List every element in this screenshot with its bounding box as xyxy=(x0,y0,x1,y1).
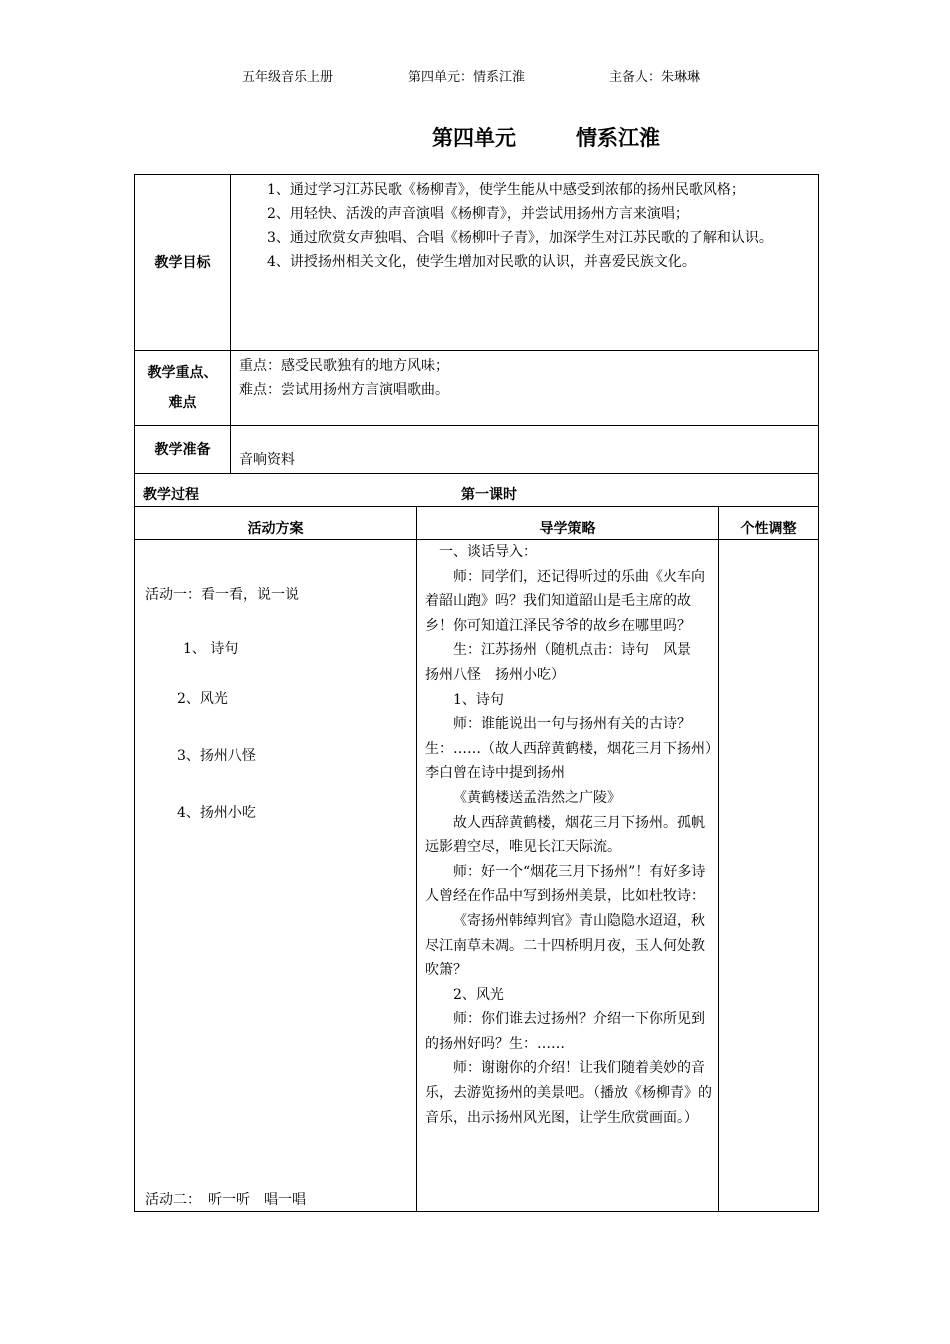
activity-two: 活动二： 听一听 唱一唱 xyxy=(145,1192,306,1208)
goals-content xyxy=(231,175,819,351)
guide-para: 师：谢谢你的介绍！让我们随着美妙的音乐，去游览扬州的美景吧。（播放《杨柳青》的音乐，出示扬州风光图，让学生欣赏画面。） xyxy=(425,1060,712,1126)
header-grade: 五年级音乐上册 xyxy=(242,70,334,85)
activity-item: 1、 诗句 xyxy=(183,641,239,657)
title-unit: 第四单元 xyxy=(432,126,516,150)
lesson-label: 第一课时 xyxy=(461,487,517,503)
activity-item: 3、扬州八怪 xyxy=(177,748,256,764)
keypoints-row xyxy=(135,351,819,426)
column-header-row xyxy=(135,507,819,540)
process-header xyxy=(135,474,819,507)
guide-para: 《寄扬州韩绰判官》青山隐隐水迢迢，秋尽江南草未凋。二十四桥明月夜，玉人何处教吹箫？ xyxy=(425,912,705,979)
process-label: 教学过程 xyxy=(143,487,199,503)
keypoints-label xyxy=(135,351,231,426)
guide-para: 师：你们谁去过扬州？介绍一下你所见到的扬州好吗？生：…… xyxy=(425,1011,705,1052)
process-row xyxy=(135,474,819,507)
col-activity-header: 活动方案 xyxy=(135,507,417,540)
prep-label: 教学准备 xyxy=(135,426,231,474)
guide-para: 师：好一个“烟花三月下扬州”！有好多诗人曾经在作品中写到扬州美景，比如杜牧诗： xyxy=(425,863,706,905)
key-point: 重点：感受民歌独有的地方风味； xyxy=(239,358,449,374)
col-guide-header: 导学策略 xyxy=(417,507,719,540)
activity-item: 2、风光 xyxy=(177,691,228,707)
activity-one: 活动一：看一看，说一说 xyxy=(145,587,299,603)
guide-para: 《黄鹤楼送孟浩然之广陵》 xyxy=(453,789,621,806)
guide-para: 一、谈话导入： xyxy=(439,544,537,560)
page-title xyxy=(432,122,660,152)
activity-item: 4、扬州小吃 xyxy=(177,805,256,821)
difficulty-point: 难点：尝试用扬州方言演唱歌曲。 xyxy=(239,382,449,398)
adjust-cell xyxy=(719,540,819,1212)
keypoints-label-line1: 教学重点、 xyxy=(147,365,218,381)
title-name: 情系江淮 xyxy=(576,126,660,150)
goal-item: 2、用轻快、活泼的声音演唱《杨柳青》，并尝试用扬州方言来演唱； xyxy=(267,206,689,222)
activity-cell xyxy=(135,540,417,1212)
guide-para: 师：同学们，还记得听过的乐曲《火车向着韶山跑》吗？我们知道韶山是毛主席的故乡！你可知道江泽民爷爷的故乡在哪里吗？ xyxy=(425,568,705,634)
keypoints-content xyxy=(231,351,819,426)
guide-para: 师：谁能说出一句与扬州有关的古诗？生：……（故人西辞黄鹤楼，烟花三月下扬州）李白曾在诗中提到扬州 xyxy=(425,716,712,782)
header-preparer: 主备人：朱琳琳 xyxy=(609,70,701,85)
guide-para: 生：江苏扬州（随机点击：诗句 风景 扬州八怪 扬州小吃） xyxy=(425,642,705,683)
guide-cell xyxy=(417,540,719,1212)
keypoints-label-line2: 难点 xyxy=(168,395,197,411)
col-adjust-header: 个性调整 xyxy=(719,507,819,540)
lesson-plan-table xyxy=(134,174,819,1212)
guide-para: 故人西辞黄鹤楼，烟花三月下扬州。孤帆远影碧空尽，唯见长江天际流。 xyxy=(425,814,705,856)
prep-row xyxy=(135,426,819,474)
content-row xyxy=(135,540,819,1212)
prep-value: 音响资料 xyxy=(231,426,819,474)
guide-para: 1、诗句 xyxy=(453,691,504,708)
header-unit: 第四单元：情系江淮 xyxy=(408,70,526,85)
guide-para: 2、风光 xyxy=(453,986,504,1003)
goals-label: 教学目标 xyxy=(135,175,231,351)
goal-item: 3、通过欣赏女声独唱、合唱《杨柳叶子青》，加深学生对江苏民歌的了解和认识。 xyxy=(267,230,773,246)
goal-item: 1、通过学习江苏民歌《杨柳青》，使学生能从中感受到浓郁的扬州民歌风格； xyxy=(267,182,745,198)
goal-item: 4、讲授扬州相关文化，使学生增加对民歌的认识，并喜爱民族文化。 xyxy=(267,254,696,270)
goals-row xyxy=(135,175,819,351)
